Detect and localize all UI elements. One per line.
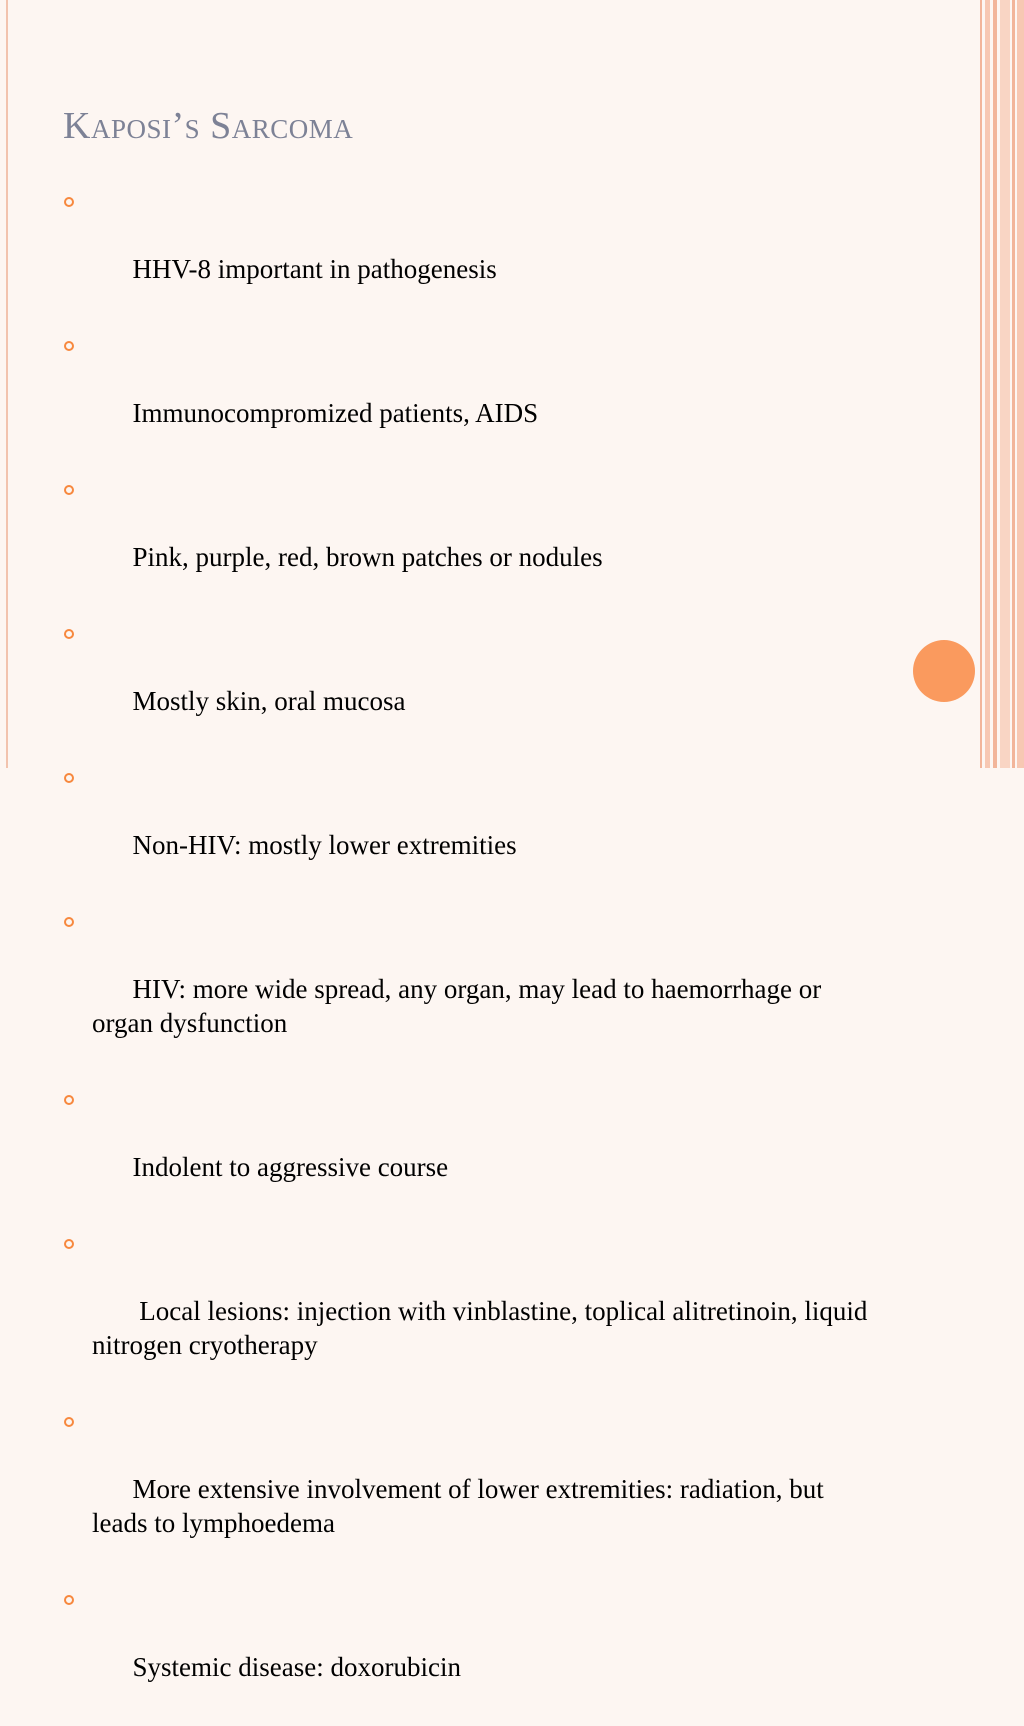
bullet-text: Indolent to aggressive course [132,1152,449,1182]
bullet-text: Immunocompromized patients, AIDS [132,398,539,428]
bullet-list [62,184,882,1726]
bullet-item [62,904,882,1074]
slide-title: Kaposi’s Sarcoma [63,105,354,147]
bullet-item [62,328,882,464]
bullet-item [62,1582,882,1718]
bullet-item [62,472,882,608]
bullet-text: Systemic disease: doxorubicin [132,1652,461,1682]
circle-bullet-icon [64,1239,74,1249]
bullet-item [62,760,882,896]
bullet-text: Mostly skin, oral mucosa [132,686,406,716]
circle-bullet-icon [64,629,74,639]
bullet-item [62,184,882,320]
right-stripe [1012,0,1015,768]
bullet-item [62,616,882,752]
circle-bullet-icon [64,1095,74,1105]
circle-bullet-icon [64,773,74,783]
bullet-text: HIV: more wide spread, any organ, may lead to haemorrhage or organ dysfunction [92,974,829,1038]
right-stripe [993,0,997,768]
circle-bullet-icon [64,917,74,927]
bullet-item [62,1226,882,1396]
right-stripe [1000,0,1010,768]
bullet-text: Local lesions: injection with vinblastine, toplical alitretinoin, liquid nitrogen cryotherapy [92,1296,875,1360]
bullet-text: More extensive involvement of lower extremities: radiation, but leads to lymphoedema [92,1474,831,1538]
bullet-text: HHV-8 important in pathogenesis [132,254,497,284]
bullet-text: Pink, purple, red, brown patches or nodules [132,542,603,572]
left-border-line [6,0,8,768]
right-stripe [980,0,982,768]
circle-bullet-icon [64,1417,74,1427]
circle-bullet-icon [64,197,74,207]
bullet-text: Non-HIV: mostly lower extremities [132,830,517,860]
orange-circle-icon [913,640,975,702]
circle-bullet-icon [64,485,74,495]
circle-bullet-icon [64,341,74,351]
circle-bullet-icon [64,1595,74,1605]
bullet-item [62,1082,882,1218]
bullet-item [62,1404,882,1574]
right-stripe [1017,0,1024,768]
right-stripe [985,0,990,768]
